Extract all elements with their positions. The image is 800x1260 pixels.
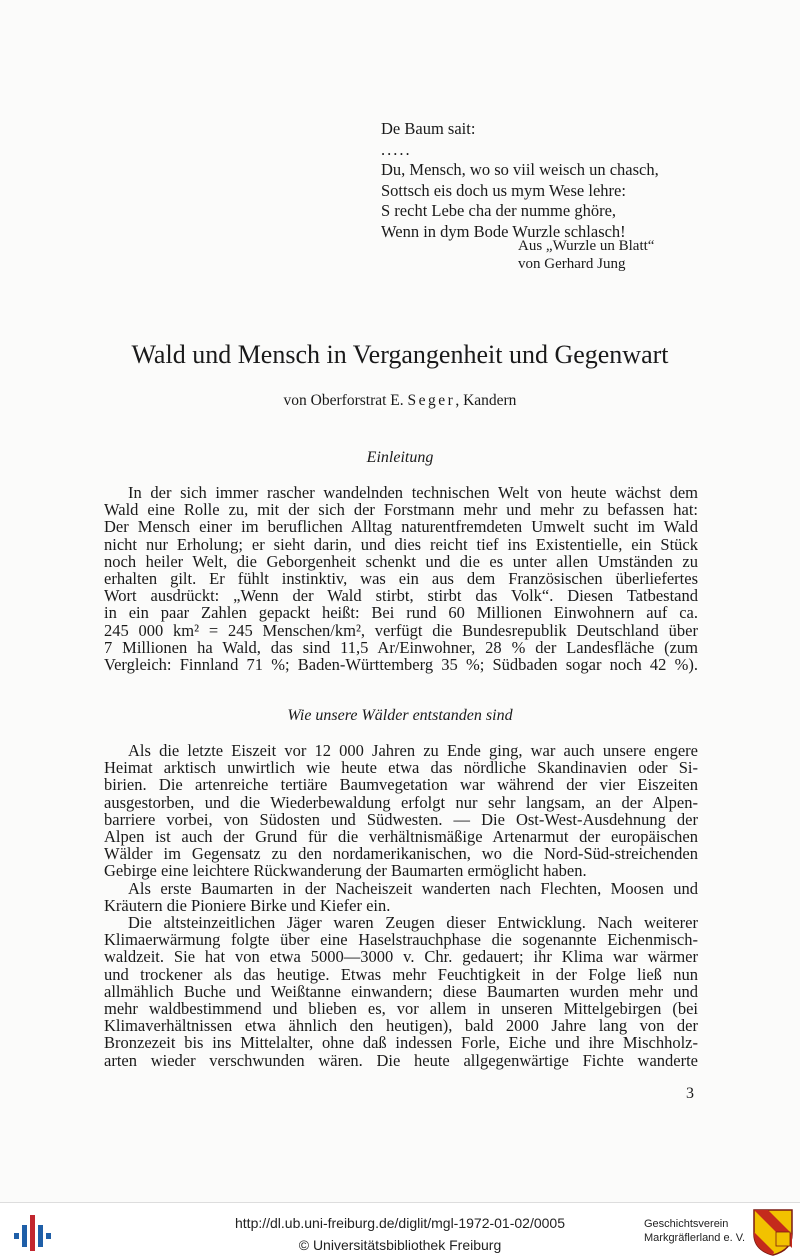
copyright-notice: © Universitätsbibliothek Freiburg [298,1237,502,1253]
text-line: Klimaverhältnissen etwa ähnlich den heutigen), bald 2000 Jahre lang von der [104,1016,698,1036]
poem-line: Wenn in dym Bode Wurzle schlasch! [381,221,626,241]
text-line: Alpen ist auch der Grund für die verhältnismäßige Artenarmut der europäischen [104,827,698,847]
text-line: barriere vorbei, von Südosten und Südwesten. — Die Ost-West-Ausdehnung der [104,809,698,829]
text-line: Die altsteinzeitlichen Jäger waren Zeugen dieser Entwicklung. Nach weiterer [128,913,698,933]
section-body-waelder [104,742,698,1069]
text-line: Wälder im Gegensatz zu den nordamerikanischen, wo die Nord-Süd-streichenden [104,844,698,864]
text-line: nicht nur Erholung; er sieht darin, und dies reicht tief ins Existentielle, ein Stück [104,534,698,554]
text-line: Wald eine Rolle zu, mit der sich der Forstmann mehr und mehr zu befassen hat: [104,500,698,520]
attribution-line: Aus „Wurzle un Blatt“ [518,238,655,254]
viewer-footer [0,1202,800,1260]
text-line: in ein paar Zahlen gepackt heißt: Bei rund 60 Millionen Einwohnern auf ca. [104,603,698,623]
poem [381,119,659,243]
text-line: Als die letzte Eiszeit vor 12 000 Jahren zu Ende ging, war auch unsere engere [128,741,698,760]
text-line: Bronzezeit bis ins Mittelalter, ohne daß indessen Forle, Eiche und ihre Mischholz- [104,1033,698,1053]
text-line: Der Mensch einer im beruflichen Alltag naturentfremdeten Umwelt sucht im Wald [104,517,698,537]
poem-line: ..... [381,139,412,159]
text-line: Klimaerwärmung folgte über eine Haselstrauchphase die sogenannte Eichenmisch- [104,930,698,950]
text-line: waldzeit. Sie hat von etwa 5000—3000 v. Chr. gedauert; ihr Klima war wärmer [104,947,698,967]
text-line: erhalten gilt. Er fühlt instinktiv, was ein aus dem Französischen überliefertes [104,569,698,589]
text-line: noch heiler Welt, die Geborgenheit schenkt und die es unter allen Umständen zu [104,551,698,571]
section-heading-waelder: Wie unsere Wälder entstanden sind [287,707,513,724]
permalink-url[interactable]: http://dl.ub.uni-freiburg.de/diglit/mgl-1972-01-02/0005 [235,1215,565,1231]
text-line: In der sich immer rascher wandelnden technischen Welt von heute wächst dem [128,483,698,502]
poem-attribution [518,237,654,273]
author-prefix: von Oberforstrat E. [283,392,408,409]
poem-line: Du, Mensch, wo so viil weisch un chasch, [381,160,659,180]
text-line: Vergleich: Finnland 71 %; Baden-Württemberg 35 %; Südbaden sogar noch 42 %). [104,655,698,675]
text-line: Gebirge eine leichtere Rückwanderung der Baumarten ermöglicht haben. [104,861,587,881]
text-line: Kräutern die Pioniere Birke und Kiefer ein. [104,895,391,915]
text-line: 245 000 km² = 245 Menschen/km², verfügt die Bundesrepublik Deutschland über [104,620,698,640]
society-line: Markgräflerland e. V. [644,1232,746,1244]
text-line: Heimat arktisch unwirtlich wie heute etwa das nördliche Skandinavien oder Si- [104,758,698,778]
text-line: arten wieder verschwunden wären. Die heute allgegenwärtige Fichte wanderte [104,1050,698,1070]
text-line: 7 Millionen ha Wald, das sind 11,5 Ar/Einwohner, 28 % der Landesfläche (zum [104,637,698,657]
section-body-einleitung [104,484,698,673]
page-number: 3 [686,1085,694,1102]
text-line: allmählich Buche und Weißtanne einwandern; diese Baumarten wurden mehr und [104,981,698,1001]
article-title: Wald und Mensch in Vergangenheit und Gegenwart [131,340,669,369]
attribution-line: von Gerhard Jung [518,256,626,272]
poem-line: Sottsch eis doch us mym Wese lehre: [381,180,626,200]
society-line: Geschichtsverein [644,1218,729,1230]
text-line: und trockener als das heutige. Etwas mehr Feuchtigkeit in der Folge ließ nun [104,964,698,984]
markgraeflerland-crest-icon[interactable] [752,1208,794,1256]
text-line: Als erste Baumarten in der Nacheiszeit wanderten nach Flechten, Moosen und [128,878,698,898]
text-line: ausgestorben, und die Wiederbewaldung erfolgt nur sehr langsam, an der Alpen- [104,792,698,812]
author-name: Seger [407,392,456,409]
text-line: mehr waldbestimmend und blieben es, vor allem in unseren Mittelgebirgen (bei [104,999,698,1019]
text-line: birien. Die artenreiche tertiäre Baumvegetation war während der vier Eiszeiten [104,775,698,795]
article-author [0,392,800,410]
author-suffix: , Kandern [455,392,517,409]
society-name [644,1217,754,1245]
poem-line: De Baum sait: [381,119,476,138]
section-heading-einleitung: Einleitung [366,449,434,466]
text-line: Wort ausdrückt: „Wenn der Wald stirbt, stirbt das Volk“. Diesen Tatbestand [104,586,698,606]
poem-line: S recht Lebe cha der numme ghöre, [381,201,617,221]
